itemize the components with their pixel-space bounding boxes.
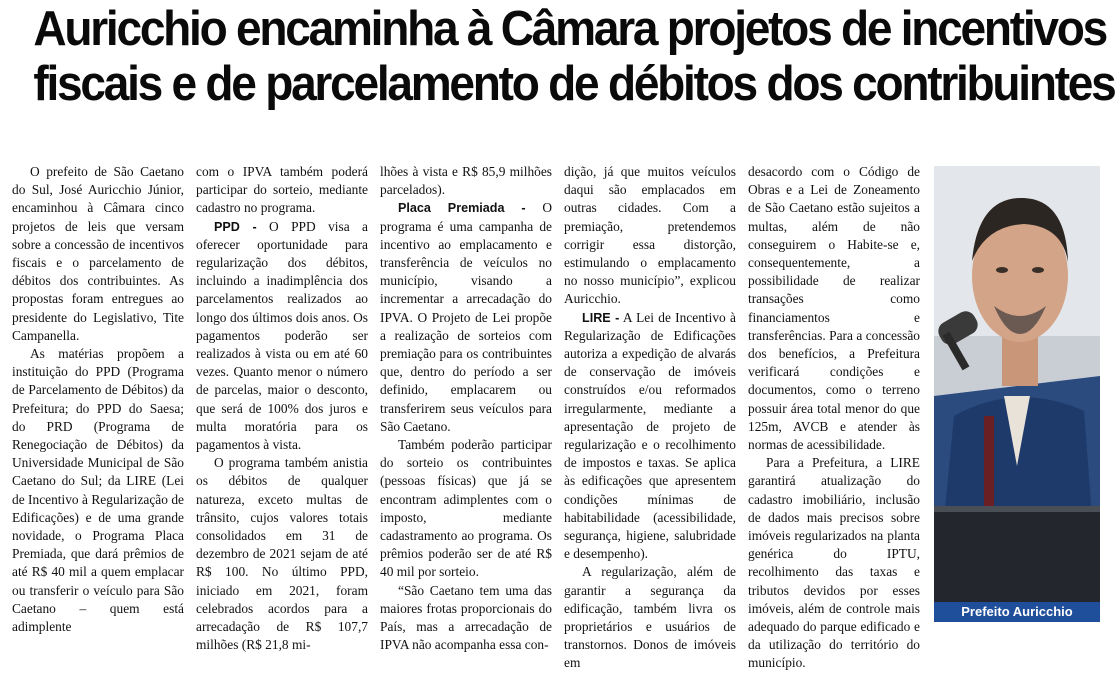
article-body [12,163,924,671]
portrait-photo [934,166,1100,622]
paragraph: Para a Prefeitura, a LIRE garantirá atualização do cadastro imobiliário, inclusão de dados mais precisos sobre imóveis regularizados na planta genérica do IPTU, recolhimento das taxas e tributos devidos por esses imóveis, além de controle mais adequado do parque edificado e da utilização do território do município. [748,455,920,671]
article-column-3 [380,163,552,653]
paragraph-placa-premiada: Placa Premiada - O programa é uma campanha de incentivo ao emplacamento e transferência de veículos no município, visando a incrementar a arrecadação do IPVA. O Projeto de Lei propõe a realização de sorteios com premiação para os contribuintes que, dentro do período a ser definido, emplacarem ou transferirem seus veículos para São Caetano. [380,200,552,434]
portrait-illustration [934,166,1100,622]
headline-line-1: Auricchio encaminha à Câmara projetos de incentivos [33,2,1107,56]
article-column-5 [748,163,920,671]
paragraph-lire: LIRE - A Lei de Incentivo à Regularização de Edificações autoriza a expedição de alvarás de conservação de imóveis construídos e/ou reformados irregularmente, mediante a apresentação de projeto de regularização e o recolhimento de impostos e taxas. Se aplica às edificações que apresentem condições mínimas de habitabilidade (acessibilidade, segurança, higiene, salubridade e desempenho). [564,309,736,562]
paragraph: A regularização, além de garantir a segurança da edificação, também livra os proprietários e usuários de transtornos. Donos de imóveis em [564,564,736,671]
paragraph: com o IPVA também poderá participar do sorteio, mediante cadastro no programa. [196,164,368,216]
paragraph: desacordo com o Código de Obras e a Lei de Zoneamento de São Caetano estão sujeitos a multas, além de não conseguirem o Habite-se e, consequentemente, a possibilidade de realizar transações como financiamentos e transferências. Para a concessão dos benefícios, a Prefeitura verificará condições e documentos, como o terreno possuir área total menor do que 125m, AVCB e atender às normas de acessibilidade. [748,164,920,453]
paragraph: Também poderão participar do sorteio os contribuintes (pessoas físicas) que já se encontram adimplentes com o imposto, mediante cadastramento ao programa. Os prêmios poderão ser de até R$ 40 mil por sorteio. [380,437,552,580]
paragraph-ppd: PPD - O PPD visa a oferecer oportunidade para regularização dos débitos, incluindo a inadimplência dos parcelamentos realizados ao longo dos últimos dois anos. Os pagamentos poderão ser realizados à vista ou em até 60 vezes. Quanto menor o número de parcelas, maior o desconto, que será de 100% dos juros e multa moratória para os pagamentos à vista. [196,218,368,453]
paragraph: O programa também anistia os débitos de qualquer natureza, exceto multas de trânsito, cujos valores totais consolidados em 31 de dezembro de 2021 sejam de até R$ 100. No último PPD, iniciado em 2021, foram celebrados acordos para a arrecadação de R$ 107,7 milhões (R$ 21,8 mi- [196,455,368,653]
headline-line-2: fiscais e de parcelamento de débitos dos contribuintes [33,57,1115,111]
paragraph: dição, já que muitos veículos daqui são emplacados em outras cidades. Com a premiação, pretendemos corrigir essa distorção, estimulando o emplacamento no nosso município”, explicou Auricchio. [564,164,736,307]
article-column-4 [564,163,736,671]
article-column-1 [12,163,184,635]
paragraph: As matérias propõem a instituição do PPD (Programa de Parcelamento de Débitos) da Prefeitura; do PPD do Saesa; do PRD (Programa de Renegociação de Débitos) da Universidade Municipal de São Caetano do Sul; da LIRE (Lei de Incentivo à Regularização de Edificações) e de uma grande novidade, o Programa Placa Premiada, que dará prêmios de até R$ 40 mil a quem emplacar ou transferir o veículo para São Caetano – quem está adimplente [12,346,184,635]
paragraph: lhões à vista e R$ 85,9 milhões parcelados). [380,164,552,198]
headline [33,2,1115,112]
paragraph: O prefeito de São Caetano do Sul, José Auricchio Júnior, encaminhou à Câmara cinco projetos de leis que versam sobre a concessão de incentivos fiscais e o parcelamento de débitos dos contribuintes. As propostas foram entregues ao presidente do Legislativo, Tite Campanella. [12,164,184,343]
paragraph-quote: “São Caetano tem uma das maiores frotas proporcionais do País, mas a arrecadação de IPVA não acompanha essa con- [380,582,552,653]
article-column-2 [196,163,368,653]
photo-caption: Prefeito Auricchio [934,602,1100,622]
